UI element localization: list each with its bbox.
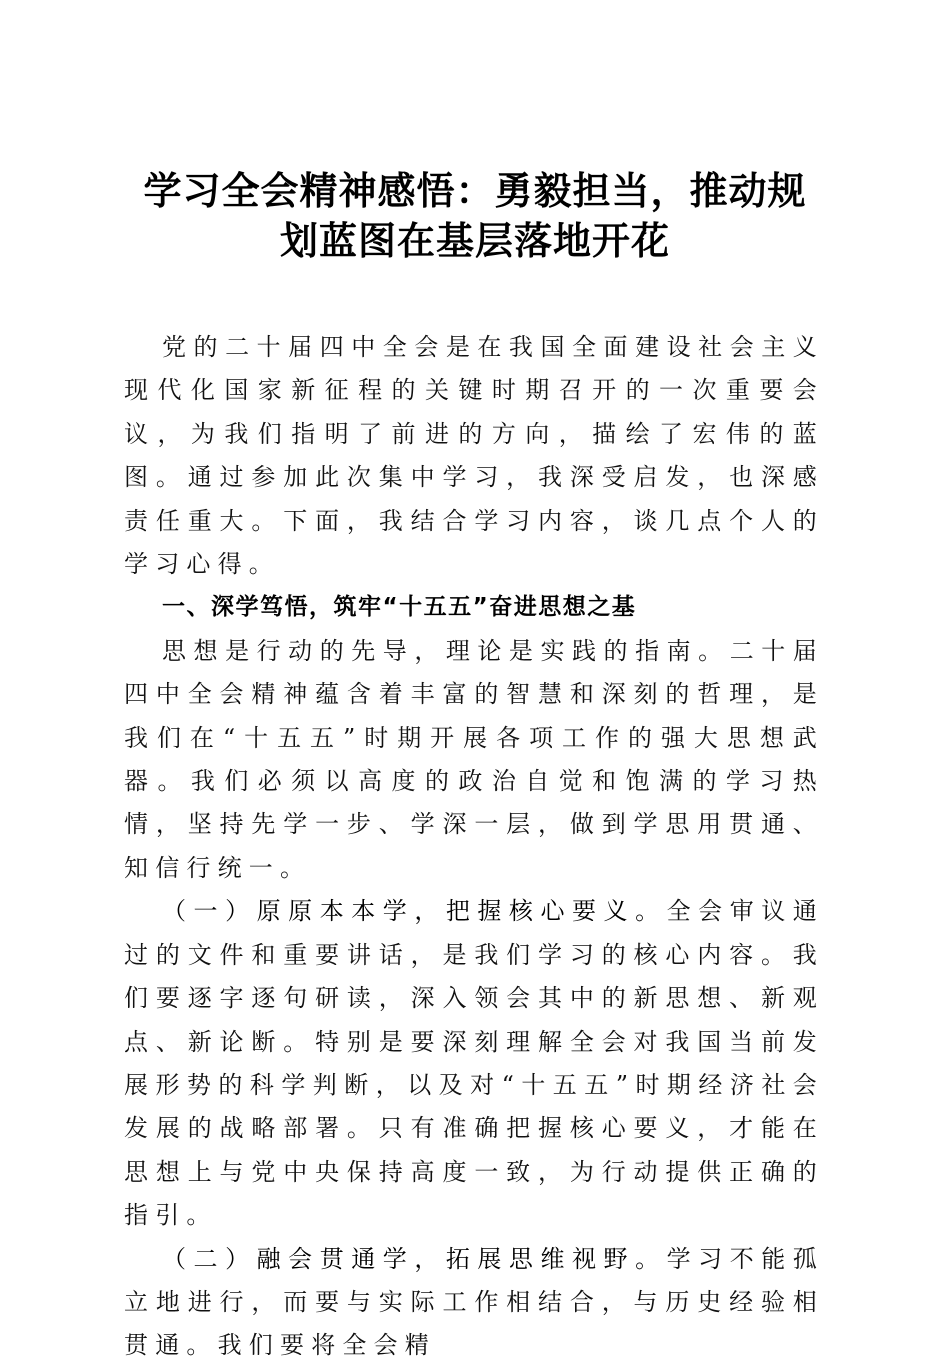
subsection-1-paragraph xyxy=(124,890,824,1237)
title-line-2: 划蓝图在基层落地开花 xyxy=(279,219,670,263)
section-1-paragraph: 思想是行动的先导，理论是实践的指南。二十届四中全会精神蕴含着丰富的智慧和深刻的哲理，是我们在“十五五”时期开展各项工作的强大思想武器。我们必须以高度的政治自觉和饱满的学习热情，坚持先学一步、学深一层，做到学思用贯通、知信行统一。 xyxy=(124,636,824,882)
subsection-1-text: 全会审议通过的文件和重要讲话，是我们学习的核心内容。我们要逐字逐句研读，深入领会其中的新思想、新观点、新论断。特别是要深刻理解全会对我国当前发展形势的科学判断，以及对“十五五”时期经济社会发展的战略部署。只有准确把握核心要义，才能在思想上与党中央保持高度一致，为行动提供正确的指引。 xyxy=(124,897,824,1230)
section-heading-1: 一、深学笃悟，筑牢“十五五”奋进思想之基 xyxy=(162,594,637,621)
subsection-2-paragraph xyxy=(124,1238,824,1368)
document-title xyxy=(110,166,840,266)
intro-paragraph: 党的二十届四中全会是在我国全面建设社会主义现代化国家新征程的关键时期召开的一次重要会议，为我们指明了前进的方向，描绘了宏伟的蓝图。通过参加此次集中学习，我深受启发，也深感责任重大。下面，我结合学习内容，谈几点个人的学习心得。 xyxy=(124,333,824,579)
document-body xyxy=(124,326,824,1368)
subsection-2-lead: （二）融会贯通学，拓展思维视野。 xyxy=(162,1244,667,1273)
subsection-1-lead: （一）原原本本学，把握核心要义。 xyxy=(162,897,667,926)
subsection-2-text: 学习不能孤立地进行，而要与实际工作相结合，与历史经验相贯通。我们要将全会精 xyxy=(124,1244,824,1360)
title-line-1: 学习全会精神感悟：勇毅担当，推动规 xyxy=(143,169,807,213)
